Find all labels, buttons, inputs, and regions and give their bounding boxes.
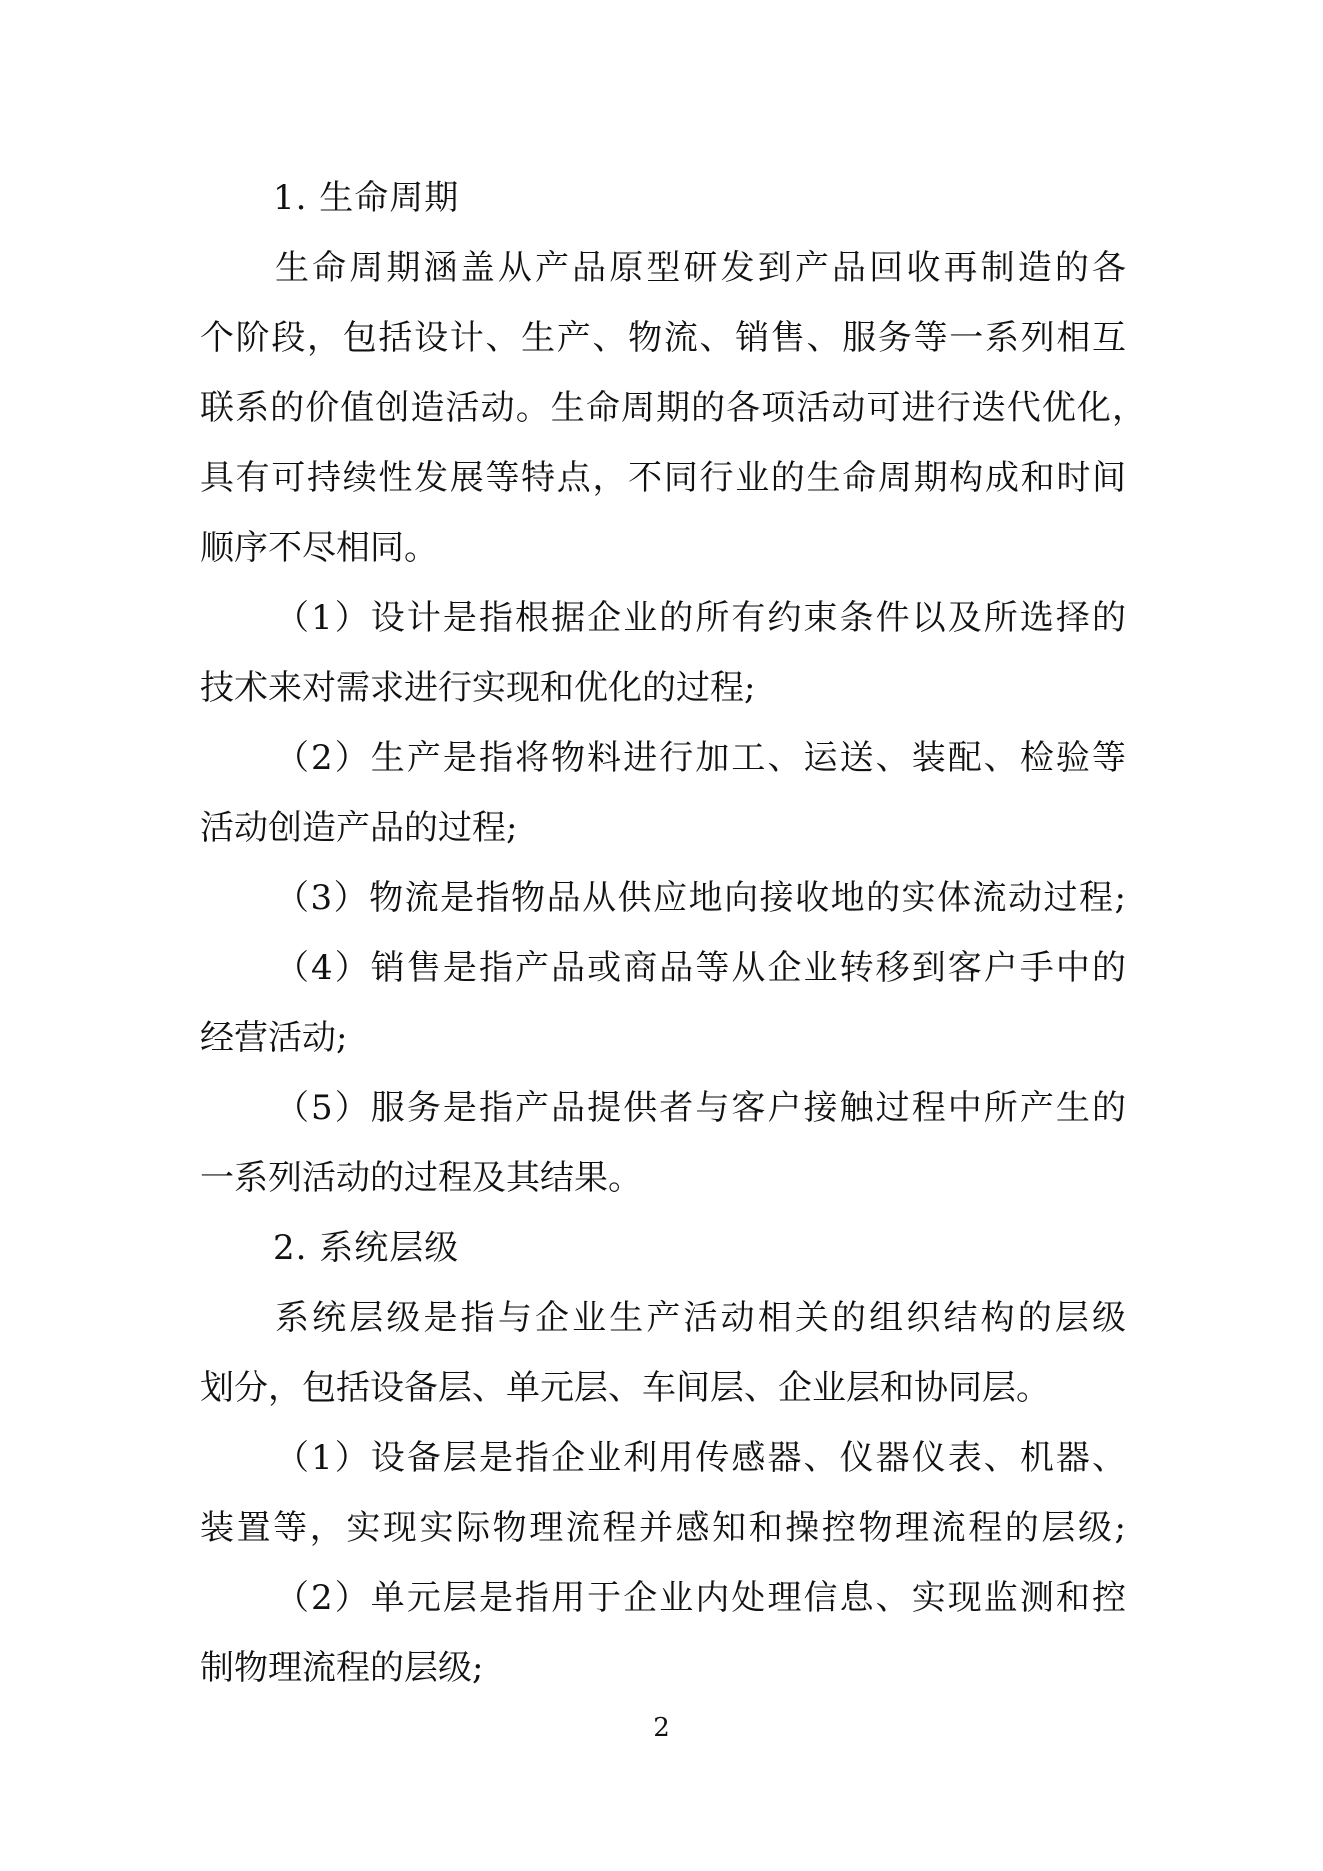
list-item-line: 技术来对需求进行实现和优化的过程; [200,668,756,708]
paragraph-line: 具有可持续性发展等特点，不同行业的生命周期构成和时间 [200,458,1126,498]
page-number: 2 [653,1713,670,1743]
list-item-line: （2）生产是指将物料进行加工、运送、装配、检验等 [275,738,1126,778]
list-item-line: （3）物流是指物品从供应地向接收地的实体流动过程; [275,878,1126,918]
paragraph-line: 个阶段，包括设计、生产、物流、销售、服务等一系列相互 [200,318,1126,358]
list-item-line: （2）单元层是指用于企业内处理信息、实现监测和控 [275,1578,1126,1618]
section-heading-lifecycle: 1. 生命周期 [273,178,460,218]
paragraph-line: 划分，包括设备层、单元层、车间层、企业层和协同层。 [200,1368,1050,1408]
paragraph-line: 联系的价值创造活动。生命周期的各项活动可进行迭代优化， [200,388,1146,428]
paragraph-line: 生命周期涵盖从产品原型研发到产品回收再制造的各 [275,248,1126,288]
list-item-line: 装置等，实现实际物理流程并感知和操控物理流程的层级; [200,1508,1126,1548]
section-heading-system-levels: 2. 系统层级 [273,1228,460,1268]
list-item-line: 活动创造产品的过程; [200,808,518,848]
list-item-line: 经营活动; [200,1018,348,1058]
paragraph-line: 顺序不尽相同。 [200,528,438,568]
list-item-line: （5）服务是指产品提供者与客户接触过程中所产生的 [275,1088,1126,1128]
list-item-line: （4）销售是指产品或商品等从企业转移到客户手中的 [275,948,1126,988]
list-item-line: 制物理流程的层级; [200,1648,484,1688]
list-item-line: （1）设备层是指企业利用传感器、仪器仪表、机器、 [275,1438,1126,1478]
list-item-line: （1）设计是指根据企业的所有约束条件以及所选择的 [275,598,1126,638]
list-item-line: 一系列活动的过程及其结果。 [200,1158,642,1198]
paragraph-line: 系统层级是指与企业生产活动相关的组织结构的层级 [275,1298,1126,1338]
